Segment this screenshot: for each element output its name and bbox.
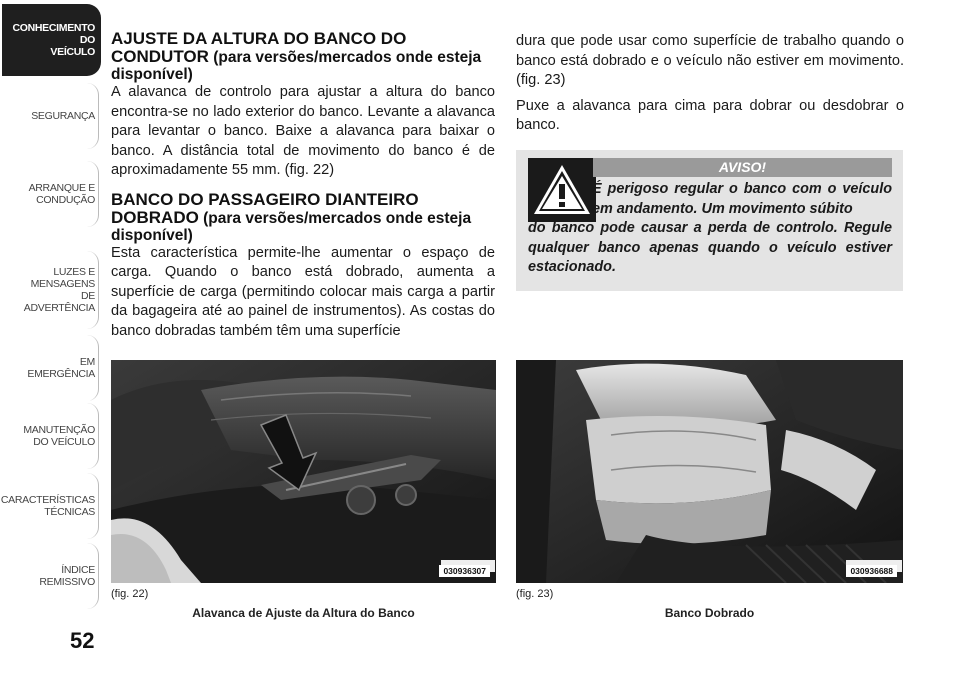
tab-em-emergencia[interactable]: EM EMERGÊNCIA: [2, 332, 101, 404]
folded-seat-illustration: [516, 360, 903, 583]
warning-title: AVISO!: [593, 158, 892, 177]
figure-seat-height-lever: [111, 360, 496, 583]
warning-line-2: do banco pode causar a perda de controlo. Regule qualquer banco apenas quando o veículo estiver estacionado.: [528, 220, 892, 275]
figure-folded-seat: [516, 360, 903, 583]
page-number: 52: [70, 628, 95, 653]
section-heading-driver-seat-height: [111, 30, 495, 83]
figure-caption: Banco Dobrado: [664, 606, 755, 620]
heading-sub: (para versões/mercados onde esteja disponível): [111, 49, 482, 83]
figure-number: (fig. 22): [111, 588, 149, 600]
image-code: 030936307: [439, 565, 490, 577]
image-code: 030936688: [846, 565, 897, 577]
figure-number: (fig. 23): [516, 588, 554, 600]
seat-lever-illustration: [111, 360, 496, 583]
chapter-sidebar: [0, 0, 101, 678]
tab-conhecimento-do-veiculo[interactable]: CONHECIMENTO DO VEÍCULO: [2, 4, 101, 76]
tab-indice-remissivo[interactable]: ÍNDICE REMISSIVO: [2, 540, 101, 612]
tab-arranque-e-conducao[interactable]: ARRANQUE E CONDUÇÃO: [2, 158, 101, 230]
tab-luzes-e-mensagens[interactable]: LUZES E MENSAGENS DE ADVERTÊNCIA: [2, 248, 101, 332]
heading-sub: (para versões/mercados onde esteja disponível): [111, 209, 472, 244]
paragraph-fold-seat: Esta característica permite-lhe aumentar o espaço de carga. Quando o banco está dobrado, aumenta a superfície de carga (permitindo colocar mais carga a partir da bagageira até ao painel de instrumentos). As costas do banco dobradas também têm uma superfície: [111, 244, 495, 339]
heading-main: AJUSTE DA ALTURA DO BANCO DO CONDUTOR: [111, 29, 407, 66]
section-heading-passenger-seat-fold: [111, 191, 495, 244]
tab-caracteristicas-tecnicas[interactable]: CARACTERÍSTICAS TÉCNICAS: [2, 470, 101, 542]
warning-box: [516, 150, 903, 291]
paragraph-work-surface: dura que pode usar como superfície de trabalho quando o banco está dobrado e o veículo não estiver em movimento. (fig. 23): [516, 33, 904, 88]
tab-seguranca[interactable]: SEGURANÇA: [2, 80, 101, 152]
warning-text: [528, 180, 892, 278]
figure-caption: Alavanca de Ajuste da Altura do Banco: [192, 606, 415, 620]
heading-main: BANCO DO PASSAGEIRO DIANTEIRO DOBRADO: [111, 189, 419, 227]
paragraph-pull-lever: Puxe a alavanca para cima para dobrar ou desdobrar o banco.: [516, 97, 904, 133]
paragraph-height-adjust: A alavanca de controlo para ajustar a altura do banco encontra-se no lado exterior do banco. Levante a alavanca para levantar o banco. Baixe a alavanca para baixar o banco. A distância total de movimento do banco é de aproximadamente 55 mm. (fig. 22): [111, 84, 495, 178]
right-column: [516, 32, 904, 136]
tab-manutencao-do-veiculo[interactable]: MANUTENÇÃO DO VEÍCULO: [2, 400, 101, 472]
left-column: [111, 30, 495, 341]
warning-line-1: É perigoso regular o banco com o veículo em andamento. Um movimento súbito: [592, 181, 892, 217]
